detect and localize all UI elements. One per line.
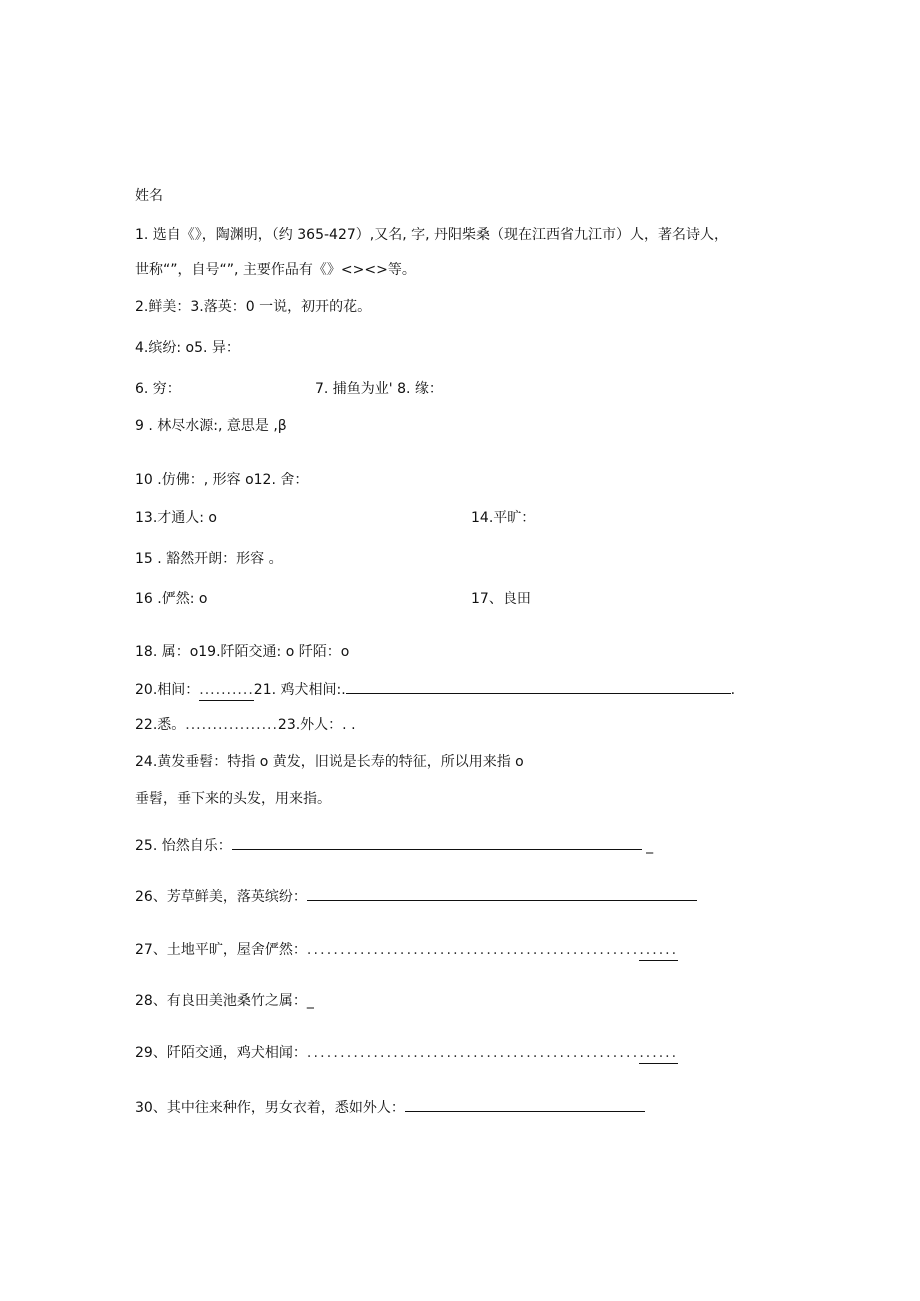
q25-tail: _ bbox=[646, 838, 654, 854]
q29-blank: .................................................. bbox=[306, 1045, 640, 1061]
q20-blank: .......... bbox=[199, 680, 254, 701]
q1-line2: 世称“”，自号“”, 主要作品有《》<><>等。 bbox=[135, 262, 416, 278]
q29-blank-end: ...... bbox=[639, 1043, 678, 1064]
q26-label: 26、芳草鲜美，落英缤纷： bbox=[135, 889, 307, 905]
q20-line bbox=[135, 679, 735, 701]
q1-line1: 1. 选自《》，陶渊明，（约 365-427）,又名, 字, 丹阳柴桑（现在江西省九江市）人，著名诗人， bbox=[135, 227, 729, 243]
q2-line: 2.鲜美：3.落英：0 一说，初开的花。 bbox=[135, 299, 372, 315]
q25-label: 25. 怡然自乐： bbox=[135, 838, 232, 854]
q28-tail: _ bbox=[306, 993, 314, 1009]
name-label: 姓名 bbox=[135, 188, 163, 204]
q27-blank-end: ...... bbox=[639, 940, 678, 961]
q18-line: 18. 属：o19.阡陌交通: o 阡陌：o bbox=[135, 644, 350, 660]
q13-left: 13.才通人: o bbox=[135, 510, 217, 526]
q27-blank: .................................................. bbox=[306, 942, 640, 958]
q22-label: 22.悉。 bbox=[135, 717, 186, 733]
q30-label: 30、其中往来种作，男女衣着，悉如外人： bbox=[135, 1100, 405, 1116]
q27-line bbox=[135, 940, 678, 961]
q26-line bbox=[135, 886, 697, 907]
q28-line bbox=[135, 991, 314, 1011]
q16-left: 16 .俨然: o bbox=[135, 591, 208, 607]
q6-left: 6. 穷： bbox=[135, 381, 181, 397]
q26-blank bbox=[307, 886, 697, 901]
q22-blank: ................. bbox=[185, 717, 278, 733]
q14-right: 14.平旷： bbox=[471, 510, 536, 526]
q24-line1: 24.黄发垂髫：特指 o 黄发，旧说是长寿的特征，所以用来指 o bbox=[135, 754, 524, 770]
q7-q8-right: 7. 捕鱼为业' 8. 缘： bbox=[315, 381, 443, 397]
q25-line bbox=[135, 835, 653, 856]
q21-blank bbox=[346, 679, 731, 694]
q29-label: 29、阡陌交通，鸡犬相闻： bbox=[135, 1045, 307, 1061]
q9-line: 9 . 林尽水源:, 意思是 ,β bbox=[135, 418, 287, 434]
q23-label: 23.外人：. . bbox=[277, 717, 356, 733]
q30-line bbox=[135, 1097, 645, 1118]
q27-label: 27、土地平旷，屋舍俨然： bbox=[135, 942, 307, 958]
q28-label: 28、有良田美池桑竹之属： bbox=[135, 993, 307, 1009]
q22-line bbox=[135, 715, 356, 735]
q21-label: 21. 鸡犬相间:. bbox=[253, 682, 346, 698]
q24-line2: 垂髫，垂下来的头发，用来指。 bbox=[135, 791, 331, 807]
q30-blank bbox=[405, 1097, 645, 1112]
q15-line: 15 . 豁然开朗：形容 。 bbox=[135, 551, 283, 567]
q21-end: . bbox=[730, 682, 736, 698]
q29-line bbox=[135, 1043, 678, 1064]
q17-right: 17、良田 bbox=[471, 591, 531, 607]
q4-line: 4.缤纷: o5. 异： bbox=[135, 340, 240, 356]
q20-label: 20.相间： bbox=[135, 682, 200, 698]
q25-blank bbox=[232, 835, 642, 850]
q10-line: 10 .仿佛：, 形容 o12. 舍： bbox=[135, 472, 309, 488]
